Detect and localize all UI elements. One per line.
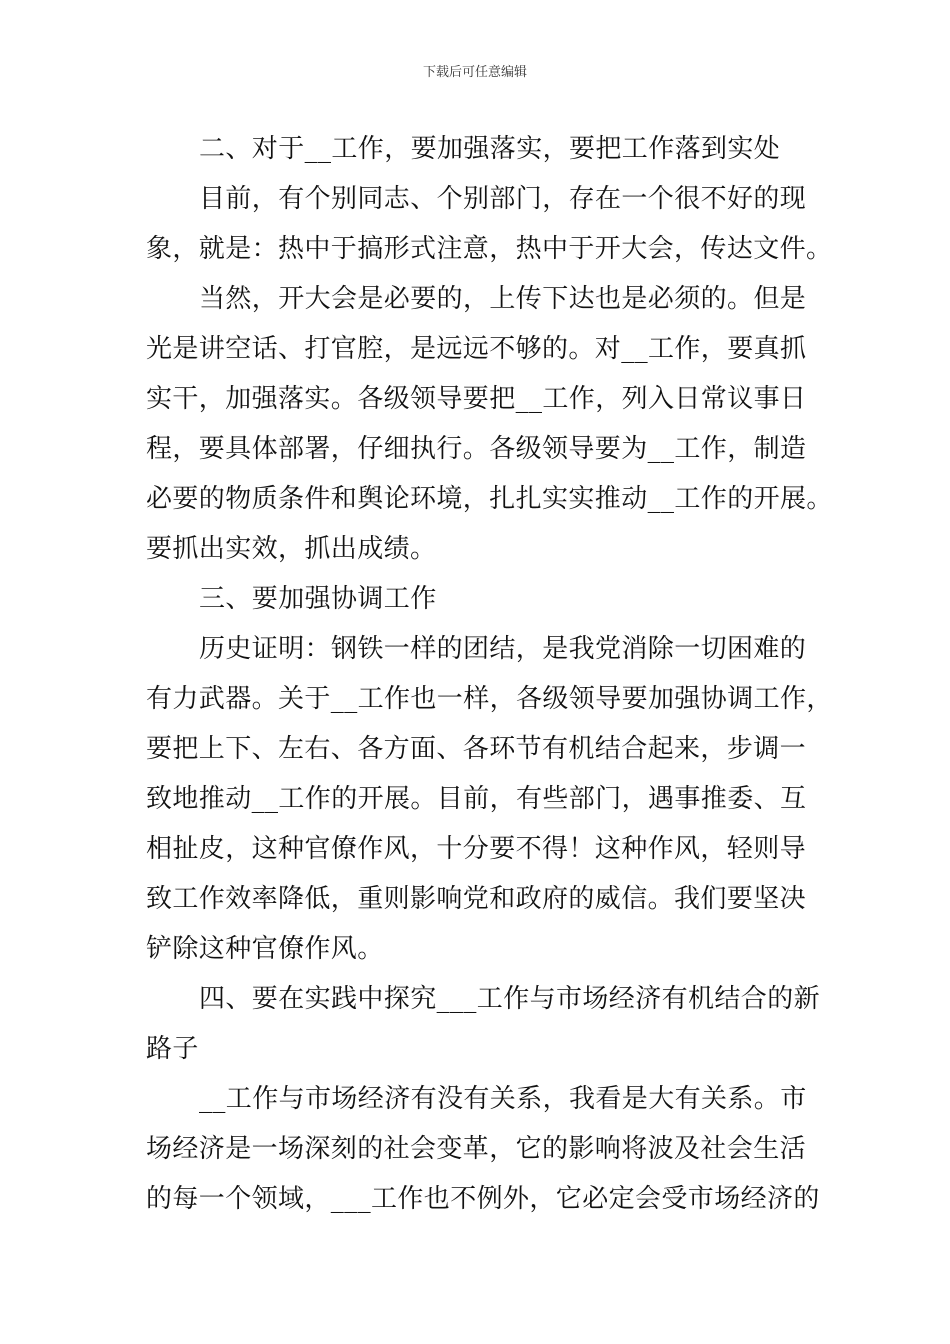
paragraph-line: 致地推动__工作的开展。目前，有些部门，遇事推委、互: [146, 784, 807, 814]
document-body: [146, 124, 836, 1224]
paragraph-line: 历史证明：钢铁一样的团结，是我党消除一切困难的: [199, 634, 807, 664]
paragraph-line: 要抓出实效，抓出成绩。: [146, 534, 437, 564]
section-heading-2: 二、对于__工作，要加强落实，要把工作落到实处: [199, 134, 781, 164]
paragraph-line: 铲除这种官僚作风。: [146, 934, 384, 964]
paragraph-line: 象，就是：热中于搞形式注意，热中于开大会，传达文件。: [146, 234, 833, 264]
paragraph-line: 必要的物质条件和舆论环境，扎扎实实推动__工作的开展。: [146, 484, 833, 514]
paragraph-line: 光是讲空话、打官腔，是远远不够的。对__工作，要真抓: [146, 334, 807, 364]
paragraph-line: 程，要具体部署，仔细执行。各级领导要为__工作，制造: [146, 434, 807, 464]
paragraph-line: 有力武器。关于__工作也一样，各级领导要加强协调工作，: [146, 684, 833, 714]
paragraph-line: 目前，有个别同志、个别部门，存在一个很不好的现: [199, 184, 807, 214]
section-heading-4: 四、要在实践中探究___工作与市场经济有机结合的新: [199, 984, 821, 1014]
paragraph-line: 场经济是一场深刻的社会变革，它的影响将波及社会生活: [146, 1134, 807, 1164]
paragraph-line: 当然，开大会是必要的，上传下达也是必须的。但是: [199, 284, 807, 314]
paragraph-line: 致工作效率降低，重则影响党和政府的威信。我们要坚决: [146, 884, 807, 914]
paragraph-line: 相扯皮，这种官僚作风，十分要不得！这种作风，轻则导: [146, 834, 807, 864]
section-heading-3: 三、要加强协调工作: [199, 584, 437, 614]
paragraph-line: 的每一个领域，___工作也不例外，它必定会受市场经济的: [146, 1184, 820, 1214]
page-header: 下载后可任意编辑: [422, 65, 527, 80]
paragraph-line: 实干，加强落实。各级领导要把__工作，列入日常议事日: [146, 384, 807, 414]
paragraph-line: 要把上下、左右、各方面、各环节有机结合起来，步调一: [146, 734, 807, 764]
section-heading-4-continued: 路子: [146, 1034, 199, 1064]
paragraph-line: __工作与市场经济有没有关系，我看是大有关系。市: [199, 1084, 807, 1114]
